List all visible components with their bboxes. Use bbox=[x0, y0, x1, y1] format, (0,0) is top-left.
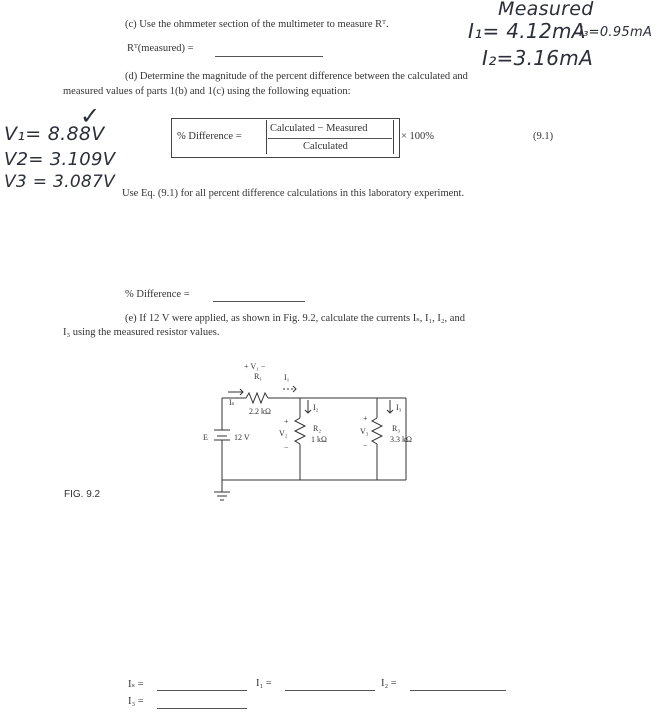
part-e-instruction: (e) If 12 V were applied, as shown in Fig. 9.2, calculate the currents Iₛ, I₁, I₂, and bbox=[125, 313, 465, 324]
e-value: 12 V bbox=[234, 433, 250, 442]
v2-label: V₂ bbox=[279, 429, 288, 438]
r1-label: R₁ bbox=[254, 372, 263, 381]
i3-label: I₃ bbox=[396, 403, 402, 412]
is-label: Iₛ bbox=[229, 398, 235, 407]
v1-label: + V₁ − bbox=[244, 362, 266, 371]
part-e-instruction-cont: I₃ using the measured resistor values. bbox=[63, 327, 220, 338]
r2-value: 1 kΩ bbox=[311, 435, 327, 444]
answer-i2-line[interactable] bbox=[410, 690, 506, 691]
equation-lhs: % Difference = bbox=[177, 131, 242, 142]
r2-label: R₂ bbox=[313, 424, 322, 433]
e-label: E bbox=[203, 433, 208, 442]
handwritten-v2-value: V2= 3.109V bbox=[4, 149, 116, 170]
answer-is-label: Iₛ = bbox=[128, 679, 144, 690]
part-d-instruction: (d) Determine the magnitude of the percent difference between the calculated and bbox=[125, 71, 468, 82]
v3-label: V₃ bbox=[360, 427, 369, 436]
answer-i3-label: I₃ = bbox=[128, 696, 144, 707]
part-d-instruction-cont: measured values of parts 1(b) and 1(c) using the following equation: bbox=[63, 86, 351, 97]
v2-minus: − bbox=[284, 443, 289, 452]
answer-i3-line[interactable] bbox=[157, 708, 247, 709]
answer-i2-label: I₂ = bbox=[381, 678, 397, 689]
part-c-measured-label: Rᵀ(measured) = bbox=[127, 43, 194, 54]
equation-times-100: × 100% bbox=[401, 131, 435, 142]
arrow-i1-head bbox=[293, 386, 296, 392]
r3-value: 3.3 kΩ bbox=[390, 435, 412, 444]
handwritten-v1-value: V₁= 8.88V bbox=[4, 123, 105, 145]
v3-minus: − bbox=[363, 441, 368, 450]
handwritten-i3-value: I₃=0.95mA bbox=[579, 25, 653, 40]
handwritten-i1-value: I₁= 4.12mA bbox=[468, 19, 586, 43]
handwritten-v3-value: V3 = 3.087V bbox=[4, 172, 116, 192]
handwritten-measured-header: Measured bbox=[498, 0, 594, 20]
i2-label: I₂ bbox=[313, 403, 319, 412]
r3-label: R₃ bbox=[392, 424, 401, 433]
equation-denominator: Calculated bbox=[303, 141, 348, 152]
answer-i1-label: I₁ = bbox=[256, 678, 272, 689]
v3-plus: + bbox=[363, 414, 368, 423]
answer-i1-line[interactable] bbox=[285, 690, 375, 691]
r1-value: 2.2 kΩ bbox=[249, 407, 271, 416]
equation-number: (9.1) bbox=[533, 131, 554, 142]
answer-is-line[interactable] bbox=[157, 690, 247, 691]
resistor-r2 bbox=[295, 418, 305, 444]
resistor-r1 bbox=[246, 393, 268, 403]
resistor-r3 bbox=[372, 418, 382, 444]
equation-numerator: Calculated − Measured bbox=[270, 123, 368, 134]
part-c-instruction: (c) Use the ohmmeter section of the multimeter to measure Rᵀ. bbox=[125, 19, 389, 30]
percent-difference-label: % Difference = bbox=[125, 289, 190, 300]
handwritten-i2-value: I₂=3.16mA bbox=[482, 46, 594, 70]
i1-label: I₁ bbox=[284, 373, 290, 382]
handwritten-checkmark: ✓ bbox=[80, 102, 101, 130]
use-equation-note: Use Eq. (9.1) for all percent difference calculations in this laboratory experiment. bbox=[122, 188, 465, 199]
v2-plus: + bbox=[284, 417, 289, 426]
figure-label: FIG. 9.2 bbox=[64, 489, 101, 500]
